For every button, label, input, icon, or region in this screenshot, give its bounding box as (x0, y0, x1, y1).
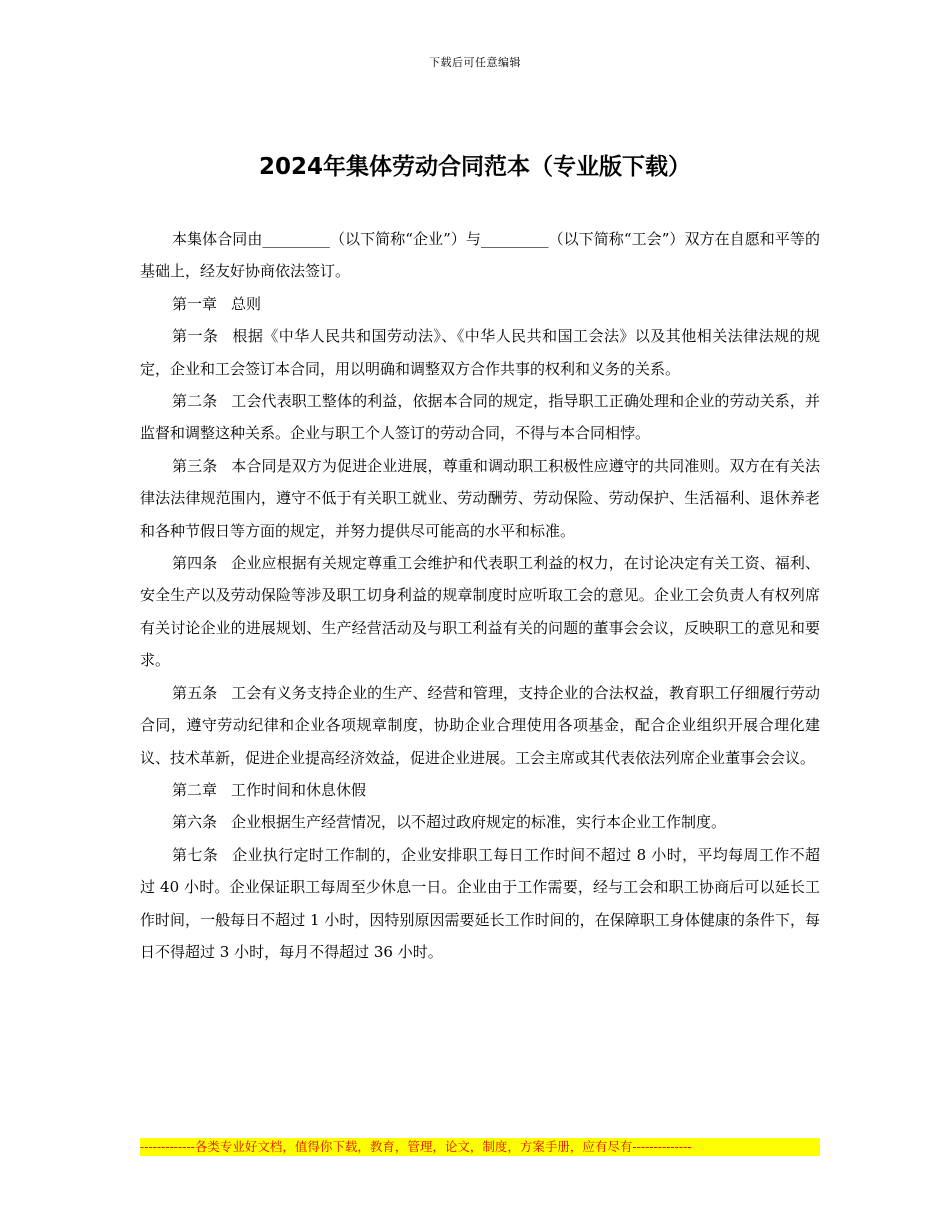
paragraph-lead: 第二条 (172, 392, 218, 411)
paragraph-text: 工作时间和休息休假 (231, 780, 367, 799)
document-body (140, 223, 820, 968)
paragraph-lead: 第一条 (172, 327, 219, 346)
paragraph-lead: 第五条 (172, 683, 218, 702)
document-title: 2024年集体劳动合同范本（专业版下载） (258, 154, 691, 180)
article-paragraph (140, 839, 820, 969)
paragraph-text: 本集体合同由_________（以下简称“企业”）与_________（以下简称“工会”）双方在自愿和平等的基础上，经友好协商依法签订。 (140, 230, 820, 281)
paragraph-text: 企业执行定时工作制的，企业安排职工每日工作时间不超过 8 小时，平均每周工作不超过 40 小时。企业保证职工每周至少休息一日。企业由于工作需要，经与工会和职工协商后可以延长工作时间，一般每日不超过 1 小时，因特别原因需要延长工作时间的，在保障职工身体健康的条件下，每日不得超过 3 小时，每月不得超过 36 小时。 (140, 845, 820, 961)
paragraph-text: 根据《中华人民共和国劳动法》、《中华人民共和国工会法》以及其他相关法律法规的规定，企业和工会签订本合同，用以明确和调整双方合作共事的权利和义务的关系。 (140, 327, 820, 378)
page-header: 下载后可任意编辑 (429, 56, 521, 69)
promo-footer-banner: -------------各类专业好文档，值得你下载，教育，管理，论文，制度，方案手册，应有尽有-------------- (140, 1138, 820, 1156)
chapter-heading (140, 774, 820, 806)
paragraph-lead: 第六条 (172, 813, 218, 832)
article-paragraph (140, 806, 820, 838)
article-paragraph (140, 385, 820, 450)
paragraph-text: 工会代表职工整体的利益，依据本合同的规定，指导职工正确处理和企业的劳动关系，并监督和调整这种关系。企业与职工个人签订的劳动合同，不得与本合同相悖。 (140, 392, 820, 443)
paragraph-text: 本合同是双方为促进企业进展，尊重和调动职工积极性应遵守的共同准则。双方在有关法律法法律规范围内，遵守不低于有关职工就业、劳动酬劳、劳动保险、劳动保护、生活福利、退休养老和各种节假日等方面的规定，并努力提供尽可能高的水平和标准。 (140, 456, 820, 540)
article-paragraph (140, 450, 820, 547)
article-paragraph (140, 677, 820, 774)
paragraph-lead: 第三条 (172, 456, 218, 475)
paragraph-lead: 第七条 (172, 845, 219, 864)
paragraph-lead: 第二章 (172, 780, 218, 799)
paragraph-text: 总则 (231, 294, 262, 313)
paragraph-text: 企业应根据有关规定尊重工会维护和代表职工利益的权力，在讨论决定有关工资、福利、安全生产以及劳动保险等涉及职工切身利益的规章制度时应听取工会的意见。企业工会负责人有权列席有关讨论企业的进展规划、生产经营活动及与职工利益有关的问题的董事会会议，反映职工的意见和要求。 (140, 554, 820, 670)
chapter-heading (140, 288, 820, 320)
paragraph-text: 工会有义务支持企业的生产、经营和管理，支持企业的合法权益，教育职工仔细履行劳动合同，遵守劳动纪律和企业各项规章制度，协助企业合理使用各项基金，配合企业组织开展合理化建议、技术革新，促进企业提高经济效益，促进企业进展。工会主席或其代表依法列席企业董事会会议。 (140, 683, 820, 767)
paragraph-text: 企业根据生产经营情况，以不超过政府规定的标准，实行本企业工作制度。 (231, 813, 727, 832)
article-paragraph (140, 320, 820, 385)
paragraph-intro (140, 223, 820, 288)
article-paragraph (140, 547, 820, 677)
paragraph-lead: 第一章 (172, 294, 218, 313)
paragraph-lead: 第四条 (172, 554, 218, 573)
